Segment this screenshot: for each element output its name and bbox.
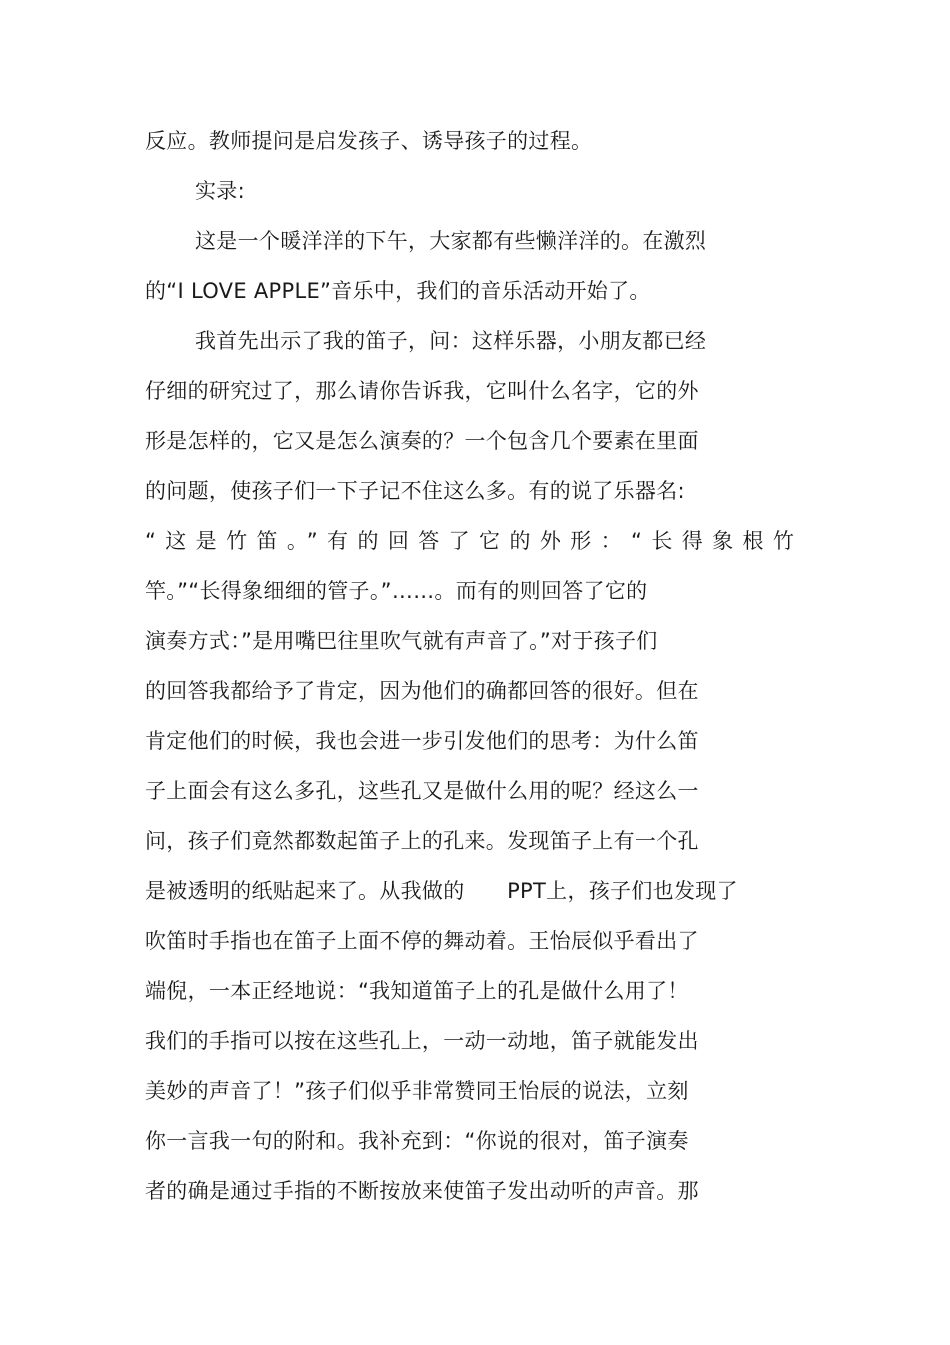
- text-line: 子上面会有这么多孔，这些孔又是做什么用的呢？经这么一: [145, 779, 699, 803]
- text-line: 形是怎样的，它又是怎么演奏的？一个包含几个要素在里面: [145, 429, 699, 453]
- text-line: 肯定他们的时候，我也会进一步引发他们的思考：为什么笛: [145, 729, 699, 753]
- text-line: 者的确是通过手指的不断按放来使笛子发出动听的声音。那: [145, 1179, 699, 1203]
- text-line: 竿。”“长得象细细的管子。”……。而有的则回答了它的: [145, 579, 648, 603]
- text-line: 问，孩子们竟然都数起笛子上的孔来。发现笛子上有一个孔: [145, 829, 699, 853]
- text-line: 是被透明的纸贴起来了。从我做的 PPT上，孩子们也发现了: [145, 879, 738, 903]
- text-line: 你一言我一句的附和。我补充到：“你说的很对，笛子演奏: [145, 1129, 689, 1153]
- text-line: 端倪，一本正经地说：“我知道笛子上的孔是做什么用了！: [145, 979, 689, 1003]
- section-label: 实录:: [195, 179, 245, 203]
- text-line: 的回答我都给予了肯定，因为他们的确都回答的很好。但在: [145, 679, 699, 703]
- text-line: 的问题，使孩子们一下子记不住这么多。有的说了乐器名:: [145, 479, 685, 503]
- text-line: 我们的手指可以按在这些孔上，一动一动地，笛子就能发出: [145, 1029, 699, 1053]
- text-line: “这是竹笛。”有的回答了它的外形：“长得象根竹: [145, 529, 804, 553]
- text-line: 这是一个暖洋洋的下午，大家都有些懒洋洋的。在激烈: [195, 229, 707, 253]
- text-line: 的“I LOVE APPLE”音乐中，我们的音乐活动开始了。: [145, 279, 651, 303]
- text-line: 吹笛时手指也在笛子上面不停的舞动着。王怡辰似乎看出了: [145, 929, 699, 953]
- text-line: 我首先出示了我的笛子，问：这样乐器，小朋友都已经: [195, 329, 707, 353]
- text-line: 美妙的声音了！”孩子们似乎非常赞同王怡辰的说法，立刻: [145, 1079, 689, 1103]
- text-line: 仔细的研究过了，那么请你告诉我，它叫什么名字，它的外: [145, 379, 699, 403]
- text-line: 反应。教师提问是启发孩子、诱导孩子的过程。: [145, 129, 593, 153]
- text-line: 演奏方式：”是用嘴巴往里吹气就有声音了。”对于孩子们: [145, 629, 658, 653]
